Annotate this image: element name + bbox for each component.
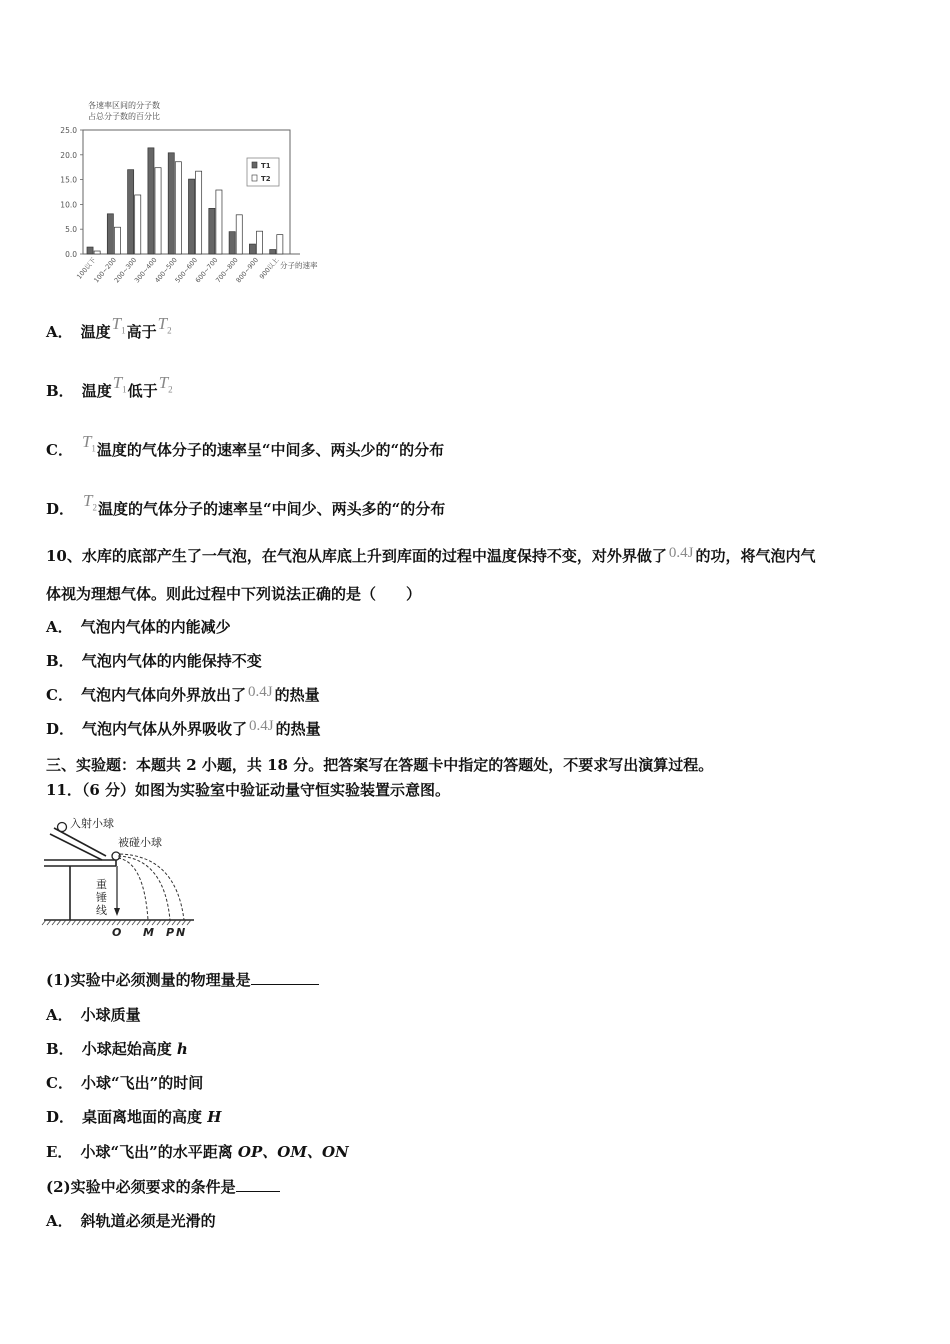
trajectory-n: [120, 854, 184, 920]
math-t2: $T_2$: [158, 373, 173, 395]
q9-option-b[interactable]: [46, 373, 174, 407]
trajectory-m: [118, 858, 148, 920]
q11-p1-option-b[interactable]: [46, 1039, 188, 1059]
x-tick-label: 700~800: [214, 256, 240, 285]
option-label: D．: [46, 1108, 75, 1126]
y-tick-label: 10.0: [60, 200, 77, 210]
q11-title: 11．（6 分）如图为实验室中验证动量守恒实验装置示意图。: [46, 781, 451, 799]
option-text: 温度的气体分子的速率呈“中间少、两头多的“的分布: [97, 500, 446, 518]
q11-p1-option-e[interactable]: [46, 1142, 349, 1162]
plumb-line-label-1: 重: [96, 878, 107, 891]
plumb-bob: [114, 908, 120, 916]
point-o-label: O: [112, 926, 122, 939]
math-t2: $T_2$: [157, 314, 172, 336]
momentum-apparatus-diagram: [40, 812, 200, 940]
bar-t1-5: [189, 179, 195, 254]
option-label: A．: [46, 618, 73, 636]
option-text: 低于: [127, 382, 158, 400]
answer-blank[interactable]: [236, 1177, 280, 1192]
q11-part-1: (1)实验中必须测量的物理量是: [46, 970, 319, 990]
option-text: 小球“飞出”的水平距离: [80, 1143, 238, 1161]
x-tick-label: 600~700: [193, 256, 220, 285]
y-tick-label: 15.0: [60, 175, 77, 185]
trajectory-p: [118, 856, 170, 920]
option-label: C．: [46, 686, 73, 704]
chart-title-line-2: 占总分子数的百分比: [88, 112, 160, 121]
point-n-label: N: [176, 926, 186, 939]
point-m-label: M: [143, 926, 154, 939]
q11-part-2: (2)实验中必须要求的条件是: [46, 1177, 280, 1197]
bar-t2-3: [155, 168, 161, 254]
y-tick-label: 0.0: [65, 250, 77, 259]
option-label: C．: [46, 441, 73, 459]
legend-swatch-t1: [252, 162, 257, 168]
q9-option-a[interactable]: [46, 314, 173, 348]
option-label: D．: [46, 720, 75, 738]
point-p-label: P: [166, 926, 175, 939]
math-t1: $T_1$: [112, 373, 127, 395]
option-text: 的热量: [275, 720, 321, 738]
option-text: 气泡内气体从外界吸收了: [82, 720, 248, 738]
option-text: 桌面离地面的高度: [82, 1108, 208, 1126]
option-label: A．: [46, 1212, 73, 1230]
q9-option-d[interactable]: [46, 491, 446, 525]
symbol-distances: OP、OM、ON: [237, 1143, 349, 1161]
q10-option-c[interactable]: [46, 685, 320, 706]
math-heat: 0.4J: [249, 718, 274, 734]
option-text: 斜轨道必须是光滑的: [80, 1212, 216, 1230]
legend-label-t1: T1: [261, 162, 271, 170]
bar-t2-7: [236, 215, 242, 254]
q11-p1-option-a[interactable]: [46, 1005, 141, 1025]
x-axis-label: 分子的速率: [280, 261, 318, 270]
option-label: B．: [46, 652, 74, 670]
bar-t2-5: [196, 171, 202, 254]
plumb-line-label-2: 锤: [96, 891, 107, 904]
q9-option-c[interactable]: [46, 432, 445, 466]
incident-ball-label: 入射小球: [70, 817, 114, 830]
option-text: 小球起始高度: [81, 1040, 177, 1058]
math-heat: 0.4J: [247, 684, 273, 700]
q10-option-a[interactable]: [46, 617, 231, 637]
x-tick-label: 300~400: [132, 256, 159, 285]
bar-t2-4: [175, 162, 181, 254]
option-label: C．: [46, 1074, 73, 1092]
bar-t2-9: [277, 235, 283, 254]
incident-ball: [58, 823, 67, 832]
q11-p2-option-a[interactable]: [46, 1211, 216, 1231]
bar-t1-3: [148, 148, 154, 254]
symbol-h-upper: H: [207, 1108, 222, 1126]
option-label: B．: [46, 1040, 74, 1058]
y-tick-label: 5.0: [65, 225, 77, 235]
bar-t2-8: [256, 231, 262, 254]
bar-t2-1: [114, 227, 120, 254]
option-label: A．: [46, 1006, 73, 1024]
bar-t2-2: [135, 195, 141, 254]
x-tick-label: 500~600: [173, 256, 200, 285]
bar-t2-0: [94, 251, 100, 254]
math-t1: $T_1$: [81, 432, 96, 454]
y-tick-label: 20.0: [60, 150, 77, 160]
x-tick-label: 900以上: [257, 256, 281, 281]
x-tick-label: 200~300: [112, 256, 139, 285]
option-text: 温度的气体分子的速率呈“中间多、两头少的“的分布: [96, 441, 445, 459]
legend-label-t2: T2: [261, 175, 271, 183]
plumb-line-label-3: 线: [96, 904, 107, 917]
option-text: 温度: [80, 323, 111, 341]
bar-t1-1: [107, 214, 113, 254]
incline-rail: [50, 834, 102, 860]
bar-t1-6: [209, 208, 215, 254]
y-tick-label: 25.0: [60, 126, 77, 135]
option-label: A．: [46, 323, 73, 341]
option-text: 小球“飞出”的时间: [80, 1074, 204, 1092]
bar-t2-6: [216, 190, 222, 254]
bar-t1-9: [270, 250, 276, 254]
section-3-heading: 三、实验题：本题共 2 小题，共 18 分。把答案写在答题卡中指定的答题处，不要求写出演算过程。: [46, 756, 714, 774]
x-tick-label: 100以下: [75, 256, 98, 281]
symbol-h: h: [176, 1040, 188, 1058]
q10-stem-line-2: 体视为理想气体。则此过程中下列说法正确的是（ ）: [46, 585, 422, 603]
option-text: 气泡内气体的内能保持不变: [81, 652, 262, 670]
option-text: 气泡内气体的内能减少: [80, 618, 231, 636]
q11-p1-option-c[interactable]: [46, 1073, 203, 1093]
velocity-distribution-chart: [38, 94, 338, 304]
option-label: B．: [46, 382, 74, 400]
math-work: 0.4J: [668, 545, 694, 561]
bar-t1-4: [168, 153, 174, 254]
x-tick-label: 100~200: [92, 256, 118, 285]
option-text: 小球质量: [80, 1006, 141, 1024]
x-tick-label: 400~500: [153, 256, 179, 285]
q10-stem-line-1: 10、水库的底部产生了一气泡，在气泡从库底上升到库面的过程中温度保持不变，对外界做了 0.4J 的功，将气泡内气: [46, 545, 816, 565]
math-t2: $T_2$: [83, 491, 97, 513]
bar-t1-2: [128, 170, 134, 254]
option-text: 高于: [126, 323, 157, 341]
math-t1: $T_1$: [111, 314, 126, 336]
option-text: 的热量: [274, 686, 320, 704]
legend-swatch-t2: [252, 175, 257, 181]
q10-option-b[interactable]: [46, 651, 262, 671]
x-tick-label: 800~900: [234, 256, 261, 285]
q10-option-d[interactable]: [46, 719, 321, 740]
incline-rail: [54, 828, 106, 856]
option-label: D．: [46, 500, 75, 518]
answer-blank[interactable]: [251, 970, 319, 985]
bar-t1-8: [249, 244, 255, 254]
chart-title-line-1: 各速率区间的分子数: [88, 101, 160, 110]
target-ball-label: 被碰小球: [118, 836, 162, 849]
q11-p1-option-d[interactable]: [46, 1107, 221, 1127]
option-text: 温度: [81, 382, 112, 400]
bar-t1-0: [87, 247, 93, 254]
option-text: 气泡内气体向外界放出了: [80, 686, 246, 704]
bar-t1-7: [229, 232, 235, 254]
option-label: E．: [46, 1143, 73, 1161]
